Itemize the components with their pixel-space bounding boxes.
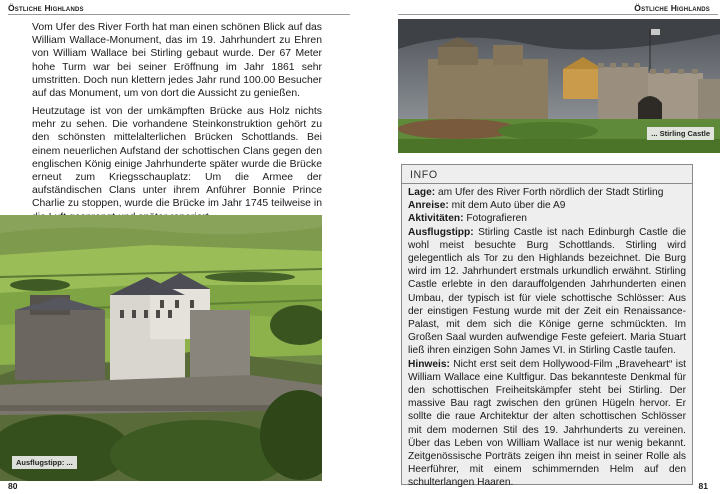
info-aktivitaeten [408,212,686,225]
left-page-number: 80 [8,481,18,491]
info-aktivitaeten-label: Aktivitäten: [408,213,464,225]
info-anreise [408,199,686,212]
right-running-header: Östliche Highlands [634,3,710,13]
right-page [360,0,720,494]
right-header-rule [398,14,718,15]
info-ausflugstipp-text: Stirling Castle ist nach Edinburgh Castle die wohl meist besuchte Burg Schottlands. Stirling wird gelegentlich als Tor zu den Highlands bezeichnet. Die Burg wird im 12. Jahrhundert erstmals urkundlich erwähnt. Stirling Castle erlebte in den darauffolgenden Jahrhunderten einen Umbau, der typisch ist für viele schottische Schlösser: Aus der einstigen Festung wurde mit der Zeit ein Renaissance-Palast, mit dem sich die Könige gerne schmückten. Im Großen Saal wurden aufwendige Feste gefeiert. Maria Stuart ließ ihren einzigen Sohn James VI. in Stirling Castle taufen. [408,226,686,357]
info-lage-text: am Ufer des River Forth nördlich der Stadt Stirling [438,187,664,198]
info-lage [408,186,686,199]
left-photo-caption: Ausflugstipp: ... [12,456,77,469]
left-running-header: Östliche Highlands [8,3,84,13]
info-ausflugstipp-label: Ausflugstipp: [408,226,474,238]
info-box [401,164,693,489]
info-hinweis-label: Hinweis: [408,358,450,370]
info-anreise-label: Anreise: [408,200,449,212]
info-lage-label: Lage: [408,187,436,198]
right-page-number: 81 [698,481,708,491]
info-hinweis-text: Nicht erst seit dem Hollywood-Film „Braveheart“ ist William Wallace eine Kultfigur. Das bekannteste Denkmal für den schottischen Freiheitskämpfer steht bei Stirling. Der massive Bau ragt zwischen den grünen Hügeln hervor. Er sollte die raue Architektur der alten schottischen Schlösser mit dem modernen Stil des 19. Jahrhunderts zu vereinen. Über das Leben von William Wallace ist nur wenig bekannt. Zeitgenössische Porträts zeigen ihn meist in seiner Rolle als Heerführer, mit einem schimmernden Helm auf den schulterlangen Haaren. [408,358,686,489]
paragraph-wallace-monument: Vom Ufer des River Forth hat man einen schönen Blick auf das William Wallace-Monument, das im 19. Jahrhundert zu Ehren von William Wallace bei Stirling gebaut wurde. Der 67 Meter hohe Turm war bei seiner Eröffnung im Jahr 1861 sehr umstritten. Doch nun klettern jedes Jahr rund 100.00 Besucher auf das Monument, um von dort die Aussicht zu genießen. [32,22,322,100]
info-box-title: INFO [410,169,438,181]
info-hinweis [408,358,686,490]
left-header-rule [8,14,350,15]
right-photo-caption: ... Stirling Castle [647,127,714,140]
info-ausflugstipp [408,226,686,358]
info-box-content [408,186,686,490]
info-aktivitaeten-text: Fotografieren [466,213,527,225]
info-box-rule [402,183,692,184]
stirling-castle-aerial-photo [0,215,322,481]
paragraph-bridge-history: Heutzutage ist von der umkämpften Brücke aus Holz nichts mehr zu sehen. Die vorhandene Steinkonstruktion gehört zu den schönsten mittelalterlichen Brücken Schottlands. Bei einem neuerlichen Aufstand der schottischen Clans gegen den englischen König einige Jahrhunderte später wurde die Brücke erneut zum Kriegsschauplatz: Um die Armee der aufständischen Clans unter ihrem Anführer Bonnie Prince Charlie zu stoppen, wurde die Brücke im Jahr 1745 teilweise in [32,106,322,210]
info-anreise-text: mit dem Auto über die A9 [451,200,566,212]
